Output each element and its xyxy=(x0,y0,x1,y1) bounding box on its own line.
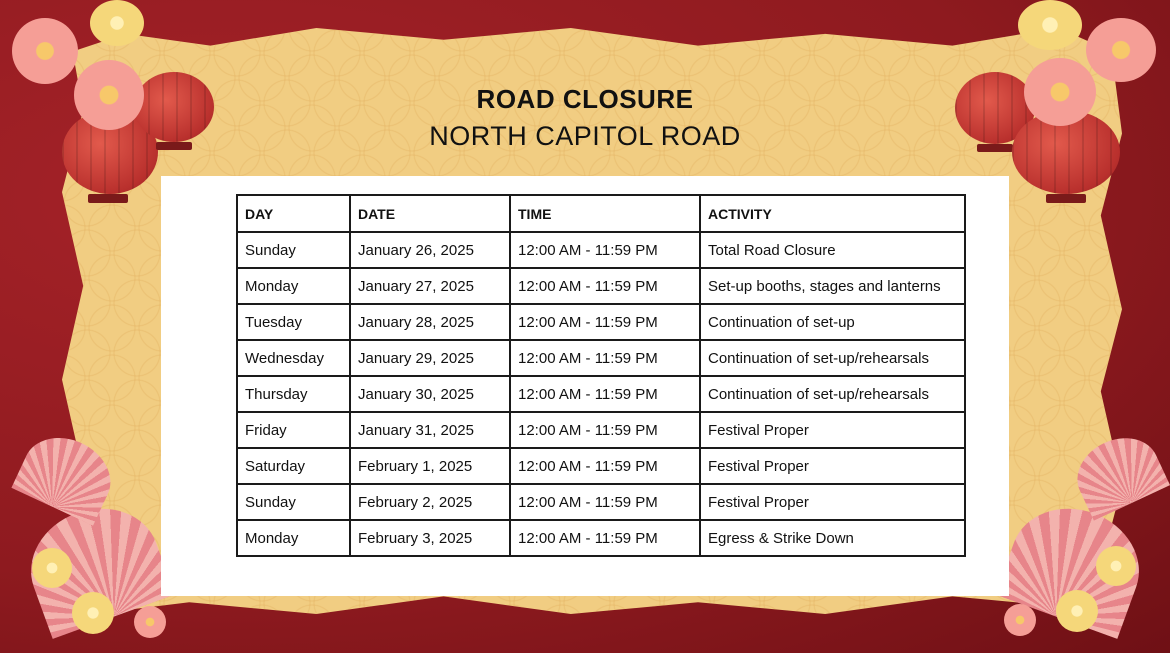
cell-activity: Festival Proper xyxy=(700,412,965,448)
cell-time: 12:00 AM - 11:59 PM xyxy=(510,340,700,376)
cherry-blossom-icon xyxy=(1096,546,1136,586)
cell-date: January 29, 2025 xyxy=(350,340,510,376)
cell-time: 12:00 AM - 11:59 PM xyxy=(510,232,700,268)
cell-time: 12:00 AM - 11:59 PM xyxy=(510,376,700,412)
cell-day: Wednesday xyxy=(237,340,350,376)
table-row xyxy=(237,268,965,304)
cherry-blossom-icon xyxy=(32,548,72,588)
cell-activity: Festival Proper xyxy=(700,448,965,484)
cherry-blossom-icon xyxy=(1086,18,1156,82)
column-header-day: DAY xyxy=(237,195,350,232)
cell-day: Sunday xyxy=(237,484,350,520)
cell-date: January 26, 2025 xyxy=(350,232,510,268)
lantern-cap xyxy=(88,194,128,203)
cell-day: Monday xyxy=(237,268,350,304)
cell-activity: Egress & Strike Down xyxy=(700,520,965,556)
road-closure-schedule-table xyxy=(236,194,966,557)
table-row xyxy=(237,412,965,448)
table-row xyxy=(237,520,965,556)
cherry-blossom-icon xyxy=(1056,590,1098,632)
cell-date: January 28, 2025 xyxy=(350,304,510,340)
page-subtitle: NORTH CAPITOL ROAD xyxy=(429,121,741,151)
cell-activity: Total Road Closure xyxy=(700,232,965,268)
cell-time: 12:00 AM - 11:59 PM xyxy=(510,412,700,448)
column-header-time: TIME xyxy=(510,195,700,232)
cherry-blossom-icon xyxy=(1004,604,1036,636)
cell-date: February 3, 2025 xyxy=(350,520,510,556)
cell-activity: Continuation of set-up/rehearsals xyxy=(700,376,965,412)
cell-date: February 1, 2025 xyxy=(350,448,510,484)
cell-date: January 27, 2025 xyxy=(350,268,510,304)
table-row xyxy=(237,304,965,340)
cell-time: 12:00 AM - 11:59 PM xyxy=(510,448,700,484)
cell-date: January 30, 2025 xyxy=(350,376,510,412)
cell-day: Thursday xyxy=(237,376,350,412)
table-header-row xyxy=(237,195,965,232)
cell-time: 12:00 AM - 11:59 PM xyxy=(510,484,700,520)
cherry-blossom-icon xyxy=(90,0,144,46)
cell-time: 12:00 AM - 11:59 PM xyxy=(510,520,700,556)
cherry-blossom-icon xyxy=(1018,0,1082,50)
column-header-date: DATE xyxy=(350,195,510,232)
cell-date: January 31, 2025 xyxy=(350,412,510,448)
table-row xyxy=(237,340,965,376)
table-row xyxy=(237,232,965,268)
cell-day: Sunday xyxy=(237,232,350,268)
cell-date: February 2, 2025 xyxy=(350,484,510,520)
page-title: ROAD CLOSURE xyxy=(476,84,694,114)
cell-activity: Continuation of set-up xyxy=(700,304,965,340)
table-row xyxy=(237,448,965,484)
cell-activity: Set-up booths, stages and lanterns xyxy=(700,268,965,304)
table-row xyxy=(237,484,965,520)
lantern-cap xyxy=(1046,194,1086,203)
cell-time: 12:00 AM - 11:59 PM xyxy=(510,268,700,304)
cell-day: Friday xyxy=(237,412,350,448)
cell-activity: Continuation of set-up/rehearsals xyxy=(700,340,965,376)
cell-day: Tuesday xyxy=(237,304,350,340)
table-row xyxy=(237,376,965,412)
cherry-blossom-icon xyxy=(12,18,78,84)
cherry-blossom-icon xyxy=(134,606,166,638)
cell-day: Saturday xyxy=(237,448,350,484)
cell-day: Monday xyxy=(237,520,350,556)
column-header-activity: ACTIVITY xyxy=(700,195,965,232)
cell-time: 12:00 AM - 11:59 PM xyxy=(510,304,700,340)
cell-activity: Festival Proper xyxy=(700,484,965,520)
cherry-blossom-icon xyxy=(72,592,114,634)
